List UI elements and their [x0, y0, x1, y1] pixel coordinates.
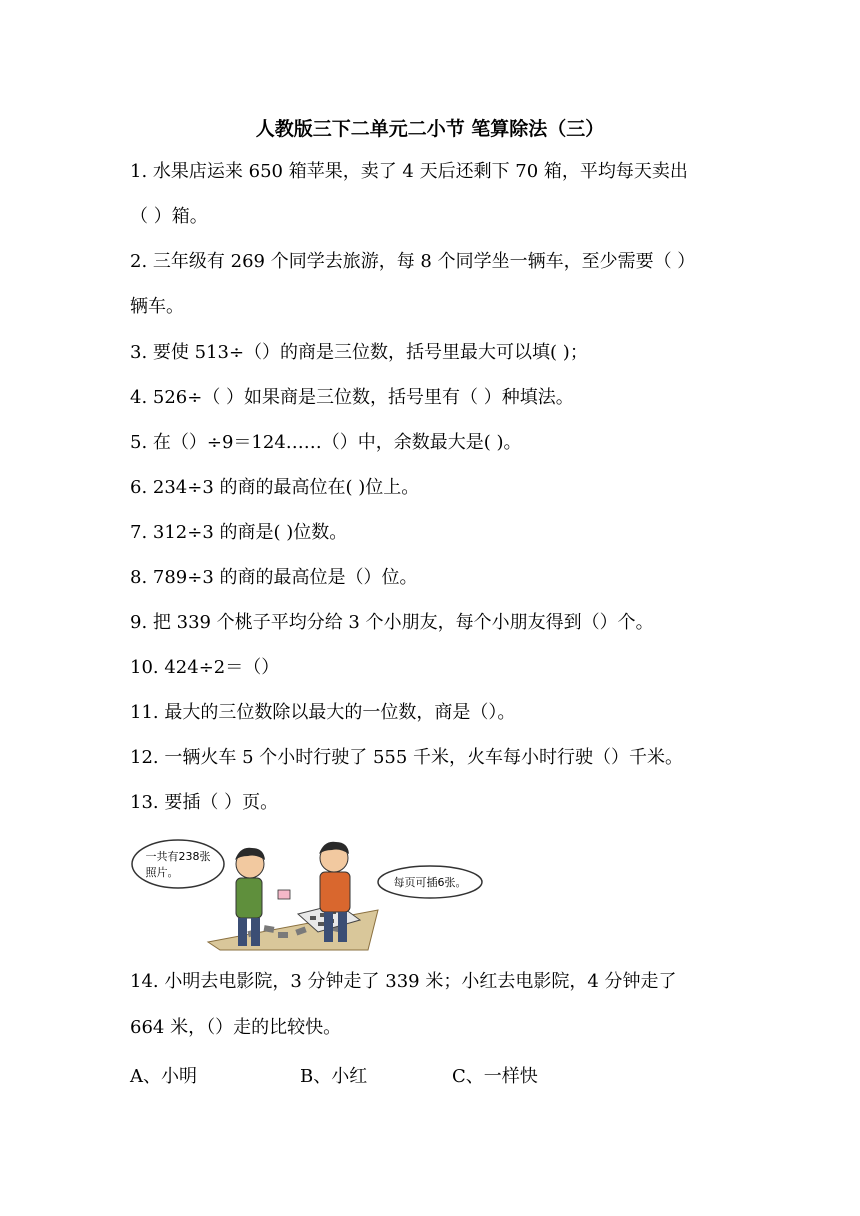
question-8: 8. 789÷3 的商的最高位是（）位。	[130, 567, 418, 588]
question-2-line-2: 辆车。	[130, 296, 184, 317]
left-speech-bubble	[132, 840, 224, 888]
question-10: 10. 424÷2＝（）	[130, 657, 280, 678]
question-9: 9. 把 339 个桃子平均分给 3 个小朋友，每个小朋友得到（）个。	[130, 612, 654, 633]
right-bubble-text: 每页可插6张。	[393, 876, 467, 889]
question-6: 6. 234÷3 的商的最高位在( )位上。	[130, 477, 420, 498]
question-5: 5. 在（）÷9＝124……（）中，余数最大是( )。	[130, 432, 522, 453]
question-4: 4. 526÷（ ）如果商是三位数，括号里有（ ）种填法。	[130, 387, 574, 408]
question-14-line-1: 14. 小明去电影院，3 分钟走了 339 米；小红去电影院，4 分钟走了	[130, 971, 677, 992]
question-13: 13. 要插（ ）页。	[130, 792, 279, 813]
option-a: A、小明	[130, 1066, 197, 1087]
page-title: 人教版三下二单元二小节 笔算除法（三）	[255, 118, 605, 140]
question-12: 12. 一辆火车 5 个小时行驶了 555 千米，火车每小时行驶（）千米。	[130, 747, 684, 768]
left-bubble-text-2: 照片。	[145, 866, 179, 879]
option-b: B、小红	[300, 1066, 368, 1087]
held-photo	[278, 890, 290, 899]
question-1-line-1: 1. 水果店运来 650 箱苹果，卖了 4 天后还剩下 70 箱，平均每天卖出	[130, 161, 688, 182]
question-7: 7. 312÷3 的商是( )位数。	[130, 522, 348, 543]
question-1-line-2: （ ）箱。	[130, 206, 208, 227]
question-2-line-1: 2. 三年级有 269 个同学去旅游，每 8 个同学坐一辆车，至少需要（ ）	[130, 251, 696, 272]
option-c: C、一样快	[452, 1066, 538, 1087]
question-3: 3. 要使 513÷（）的商是三位数，括号里最大可以填( )；	[130, 342, 588, 363]
left-bubble-text-1: 一共有238张	[145, 850, 211, 863]
photo-album-illustration	[128, 838, 488, 954]
question-14-line-2: 664 米，（）走的比较快。	[130, 1017, 342, 1038]
question-11: 11. 最大的三位数除以最大的一位数，商是（）。	[130, 702, 516, 723]
